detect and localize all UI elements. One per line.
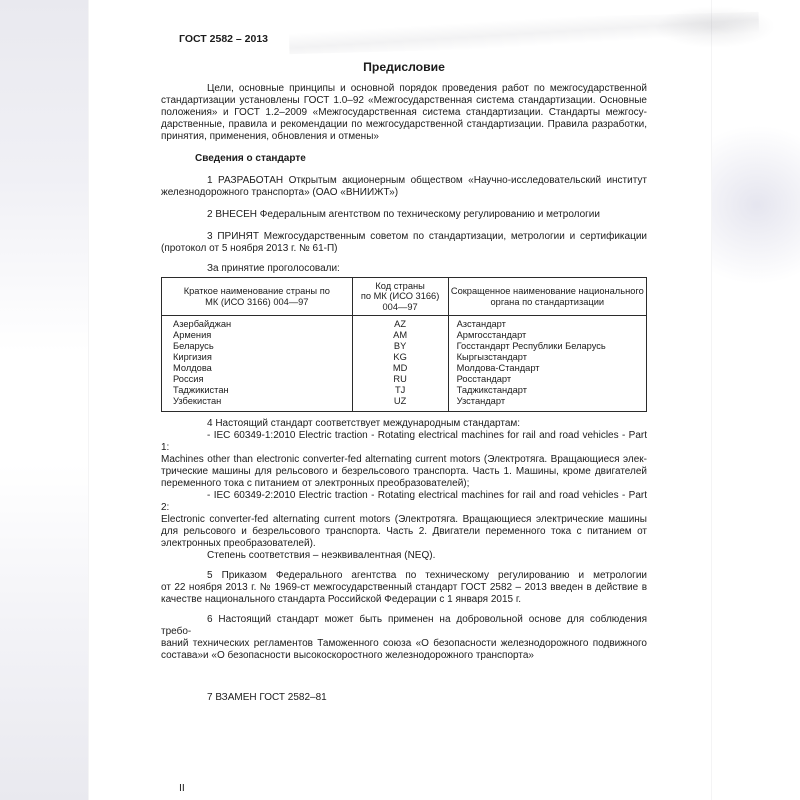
header-line: по МК (ИСО 3166) bbox=[360, 291, 440, 302]
standard-number-header: ГОСТ 2582 – 2013 bbox=[179, 33, 269, 45]
item-6-paragraph bbox=[161, 614, 647, 662]
vote-table bbox=[161, 277, 647, 412]
national-body-cell: Госстандарт Республики Беларусь bbox=[448, 341, 646, 352]
country-code-cell: KG bbox=[352, 352, 448, 363]
text-line: железнодорожного транспорта» (ОАО «ВНИИЖТ») bbox=[161, 187, 399, 198]
text-line: от 22 ноября 2013 г. № 1969-ст межгосударственный стандарт ГОСТ 2582 – 2013 введен в действие в bbox=[161, 582, 647, 594]
country-name-cell: Молдова bbox=[162, 363, 353, 374]
national-body-cell: Азстандарт bbox=[448, 316, 646, 331]
text-line: 6 Настоящий стандарт может быть применен на добровольной основе для соблюдения требо- bbox=[161, 614, 647, 638]
table-row bbox=[162, 341, 647, 352]
document-page bbox=[88, 0, 712, 800]
table-header-country-code bbox=[352, 278, 448, 316]
text-line: положения» и ГОСТ 1.2–2009 «Межгосударственная система стандартизации. Стандарты межгосу- bbox=[161, 107, 647, 118]
page-number: II bbox=[179, 782, 185, 795]
text-line: трические машины для рельсового и безрельсового транспорта. Часть 1. Машины, кроме двигателей bbox=[161, 466, 647, 478]
table-header-national-body bbox=[448, 278, 646, 316]
national-body-cell: Молдова-Стандарт bbox=[448, 363, 646, 374]
country-code-cell: MD bbox=[352, 363, 448, 374]
text-line: качестве национального стандарта Российской Федерации с 1 января 2015 г. bbox=[161, 594, 522, 606]
text-line: дарственные, правила и рекомендации по межгосударственной стандартизации. Правила разработки, bbox=[161, 119, 647, 130]
country-name-cell: Киргизия bbox=[162, 352, 353, 363]
table-header-row bbox=[162, 278, 647, 316]
text-line: Цели, основные принципы и основной порядок проведения работ по межгосударственной bbox=[207, 83, 647, 94]
section-heading: Сведения о стандарте bbox=[195, 153, 306, 164]
header-line: Краткое наименование страны по bbox=[183, 286, 330, 297]
intro-paragraph bbox=[161, 83, 647, 143]
country-name-cell: Армения bbox=[162, 330, 353, 341]
country-name-cell: Узбекистан bbox=[162, 396, 353, 412]
country-code-cell: UZ bbox=[352, 396, 448, 412]
text-line: для рельсового и безрельсового транспорта. Часть 2. Двигатели переменного тока с питанием от bbox=[161, 526, 647, 538]
item-4-paragraph bbox=[161, 418, 647, 562]
text-line: (протокол от 5 ноября 2013 г. № 61-П) bbox=[161, 243, 338, 254]
table-row bbox=[162, 352, 647, 363]
country-code-cell: BY bbox=[352, 341, 448, 352]
scan-backdrop-left bbox=[0, 0, 88, 800]
scan-backdrop-far-right bbox=[712, 0, 800, 800]
table-row bbox=[162, 396, 647, 412]
text-line: 2 ВНЕСЕН Федеральным агентством по техническому регулированию и метрологии bbox=[207, 209, 600, 220]
text-line: принятия, применения, обновления и отмены» bbox=[161, 131, 379, 142]
national-body-cell: Узстандарт bbox=[448, 396, 646, 412]
page-content bbox=[89, 0, 711, 794]
table-header-country-name bbox=[162, 278, 353, 316]
table-row bbox=[162, 330, 647, 341]
header-line: органа по стандартизации bbox=[490, 296, 605, 307]
country-code-cell: AM bbox=[352, 330, 448, 341]
table-row bbox=[162, 374, 647, 385]
country-name-cell: Россия bbox=[162, 374, 353, 385]
text-line: ваний технических регламентов Таможенного союза «О безопасности железнодорожного подвижного bbox=[161, 638, 647, 650]
table-row bbox=[162, 385, 647, 396]
item-1-paragraph bbox=[161, 175, 647, 199]
item-3-paragraph bbox=[161, 231, 647, 255]
text-line: Electronic converter-fed alternating current motors (Электротяга. Вращающиеся электрические машины bbox=[161, 514, 647, 526]
header-line: Сокращенное наименование национального bbox=[450, 286, 644, 297]
item-5-paragraph bbox=[161, 570, 647, 606]
text-line: Степень соответствия – неэквивалентная (NEQ). bbox=[207, 550, 436, 562]
table-row bbox=[162, 316, 647, 331]
vote-table-caption: За принятие проголосовали: bbox=[207, 263, 340, 274]
text-line: состава»и «О безопасности высокоскоростного железнодорожного транспорта» bbox=[161, 650, 534, 662]
national-body-cell: Росстандарт bbox=[448, 374, 646, 385]
country-name-cell: Азербайджан bbox=[162, 316, 353, 331]
country-code-cell: AZ bbox=[352, 316, 448, 331]
text-line: - IEC 60349-1:2010 Electric traction - Rotating electrical machines for rail and road vehicles - Part 1: bbox=[161, 430, 647, 454]
page-title: Предисловие bbox=[363, 60, 445, 74]
table-row bbox=[162, 363, 647, 374]
text-line: электронных преобразователей). bbox=[161, 538, 316, 550]
country-name-cell: Таджикистан bbox=[162, 385, 353, 396]
text-line: 7 ВЗАМЕН ГОСТ 2582–81 bbox=[207, 692, 327, 704]
text-line: - IEC 60349-2:2010 Electric traction - Rotating electrical machines for rail and road vehicles - Part 2: bbox=[161, 490, 647, 514]
header-line: Код страны bbox=[375, 281, 425, 291]
text-line: Machines other than electronic converter-fed alternating current motors (Электротяга. Вращающиеся элек- bbox=[161, 454, 647, 466]
header-line: МК (ИСО 3166) 004—97 bbox=[205, 296, 309, 307]
item-7-paragraph bbox=[161, 692, 647, 704]
country-code-cell: TJ bbox=[352, 385, 448, 396]
text-line: 3 ПРИНЯТ Межгосударственным советом по стандартизации, метрологии и сертификации bbox=[207, 231, 647, 242]
national-body-cell: Армгосстандарт bbox=[448, 330, 646, 341]
national-body-cell: Кыргызстандарт bbox=[448, 352, 646, 363]
country-code-cell: RU bbox=[352, 374, 448, 385]
country-name-cell: Беларусь bbox=[162, 341, 353, 352]
text-line: 4 Настоящий стандарт соответствует международным стандартам: bbox=[207, 418, 521, 430]
text-line: переменного тока с питанием от электронных преобразователей); bbox=[161, 478, 470, 490]
national-body-cell: Таджикстандарт bbox=[448, 385, 646, 396]
text-line: стандартизации установлены ГОСТ 1.0–92 «Межгосударственная система стандартизации. Основные bbox=[161, 95, 647, 106]
text-line: 1 РАЗРАБОТАН Открытым акционерным обществом «Научно-исследовательский институт bbox=[207, 175, 647, 186]
item-2-paragraph bbox=[161, 209, 647, 221]
text-line: 5 Приказом Федерального агентства по техническому регулированию и метрологии bbox=[207, 570, 647, 582]
header-line: 004—97 bbox=[382, 301, 418, 312]
